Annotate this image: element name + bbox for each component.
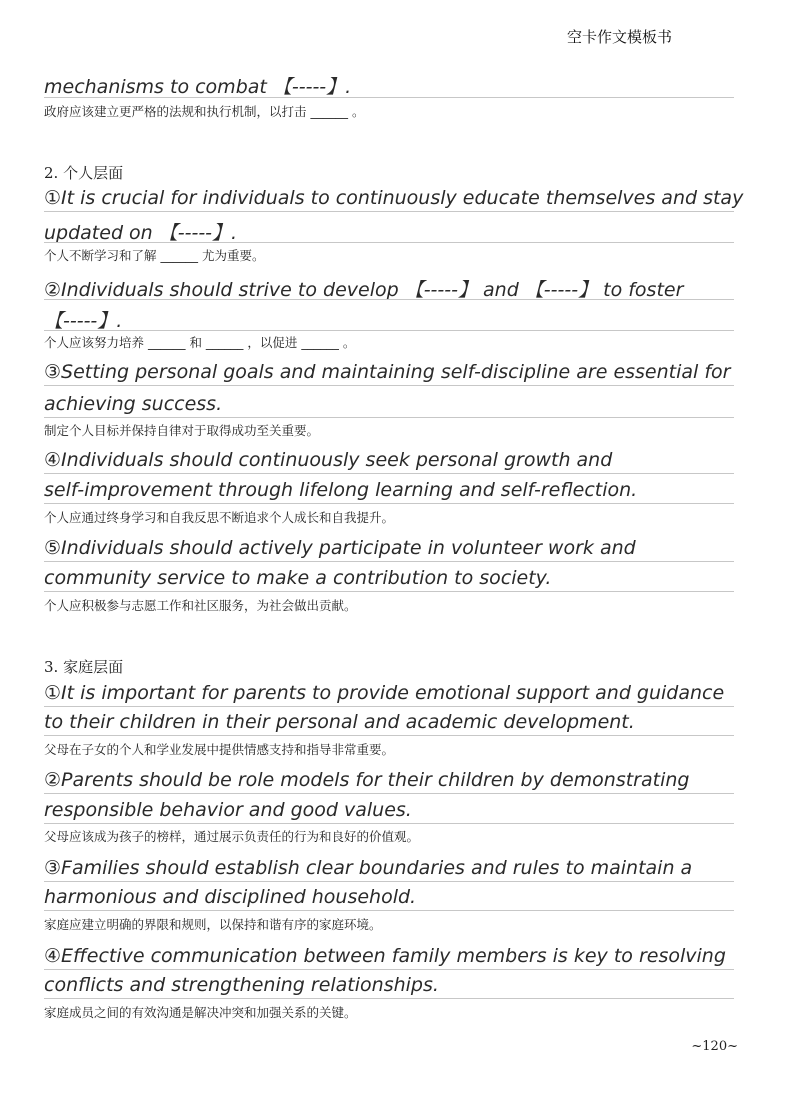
item-english-line-1: ②Parents should be role models for their children by demonstrating [44, 769, 690, 791]
page-number: ~120~ [691, 1039, 738, 1054]
item-english-line-2: achieving success. [44, 393, 223, 415]
item-english-line-1: ④Individuals should continuously seek personal growth and [44, 449, 613, 471]
item-chinese-line: 制定个人目标并保持自律对于取得成功至关重要。 [44, 423, 320, 438]
item-chinese-line: 父母在子女的个人和学业发展中提供情感支持和指导非常重要。 [44, 742, 395, 757]
item-chinese-line: 家庭成员之间的有效沟通是解决冲突和加强关系的关键。 [44, 1005, 357, 1020]
item-chinese-line: 个人应该努力培养 ______ 和 ______ ，以促进 ______ 。 [44, 335, 356, 350]
writing-line [44, 793, 734, 794]
item-english-line-1: ②Individuals should strive to develop 【-----】 and 【-----】 to foster [44, 279, 684, 301]
writing-line [44, 417, 734, 418]
writing-line [44, 735, 734, 736]
item-english-line-1: ③Families should establish clear boundaries and rules to maintain a [44, 857, 693, 879]
writing-line [44, 881, 734, 882]
intro-chinese-line: 政府应该建立更严格的法规和执行机制，以打击 ______ 。 [44, 104, 365, 119]
writing-line [44, 998, 734, 999]
item-english-line-1: ④Effective communication between family members is key to resolving [44, 945, 726, 967]
writing-line [44, 591, 734, 592]
writing-line [44, 561, 734, 562]
item-english-line-2: community service to make a contribution to society. [44, 567, 552, 589]
writing-line [44, 823, 734, 824]
item-english-line-2: responsible behavior and good values. [44, 799, 412, 821]
item-english-line-1: ⑤Individuals should actively participate in volunteer work and [44, 537, 636, 559]
item-chinese-line: 家庭应建立明确的界限和规则，以保持和谐有序的家庭环境。 [44, 917, 382, 932]
item-english-line-1: ③Setting personal goals and maintaining self-discipline are essential for [44, 361, 731, 383]
page-header-title: 空卡作文模板书 [566, 28, 672, 46]
item-english-line-2: self-improvement through lifelong learning and self-reflection. [44, 479, 638, 501]
item-chinese-line: 父母应该成为孩子的榜样，通过展示负责任的行为和良好的价值观。 [44, 829, 420, 844]
writing-line [44, 242, 734, 243]
item-english-line-2: harmonious and disciplined household. [44, 886, 417, 908]
item-english-line-2: updated on 【-----】. [44, 222, 238, 244]
item-chinese-line: 个人不断学习和了解 ______ 尤为重要。 [44, 248, 265, 263]
section-heading-personal: 2. 个人层面 [44, 164, 124, 182]
writing-line [44, 503, 734, 504]
item-english-line-1: ①It is crucial for individuals to continuously educate themselves and stay [44, 187, 744, 209]
item-english-line-1: ①It is important for parents to provide emotional support and guidance [44, 682, 725, 704]
section-heading-family: 3. 家庭层面 [44, 658, 124, 676]
item-english-line-2: 【-----】. [44, 310, 123, 332]
writing-line [44, 910, 734, 911]
item-chinese-line: 个人应通过终身学习和自我反思不断追求个人成长和自我提升。 [44, 510, 395, 525]
intro-english-line: mechanisms to combat 【-----】. [44, 76, 352, 98]
item-chinese-line: 个人应积极参与志愿工作和社区服务，为社会做出贡献。 [44, 598, 357, 613]
item-english-line-2: to their children in their personal and academic development. [44, 711, 635, 733]
writing-line [44, 385, 734, 386]
writing-line [44, 706, 734, 707]
writing-line [44, 473, 734, 474]
writing-line [44, 330, 734, 331]
writing-line [44, 97, 734, 98]
writing-line [44, 211, 734, 212]
writing-line [44, 299, 734, 300]
item-english-line-2: conflicts and strengthening relationships. [44, 974, 439, 996]
writing-line [44, 969, 734, 970]
